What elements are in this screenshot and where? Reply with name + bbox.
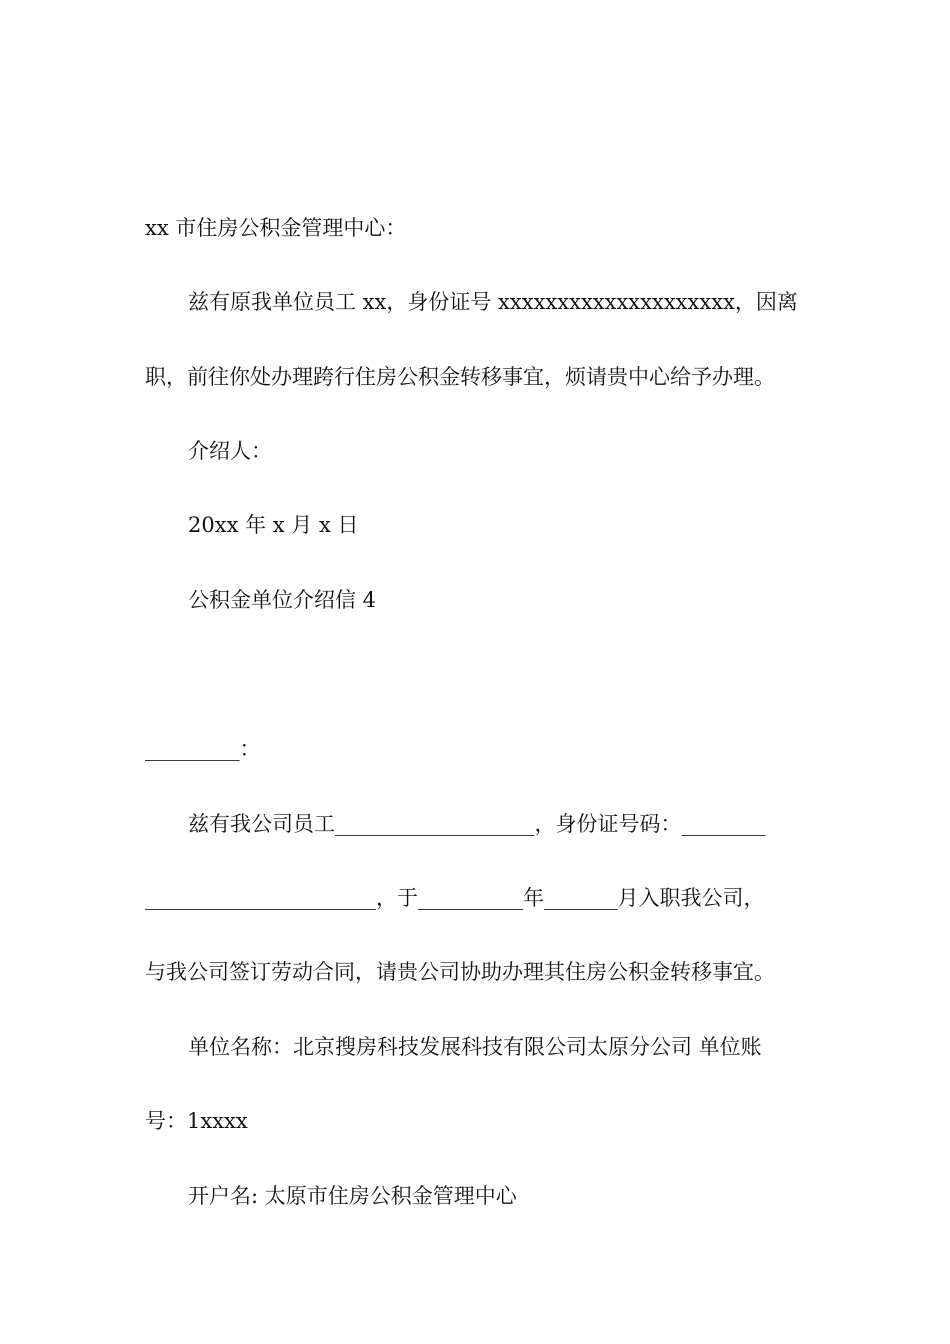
letter2-heading: 公积金单位介绍信 4 [188,588,377,612]
letter2-body-line-3: 与我公司签订劳动合同，请贵公司协助办理其住房公积金转移事宜。 [145,960,775,984]
letter2-body-line-1: 兹有我公司员工___________________，身份证号码：________ [188,812,766,836]
letter1-date: 20xx 年 x 月 x 日 [188,513,359,537]
letter1-salutation: xx 市住房公积金管理中心： [145,216,407,240]
letter2-body-line-2: ______________________，于__________年_______月入职我公司， [145,886,765,910]
letter2-salutation: _________： [145,737,261,761]
letter2-account-name: 开户名: 太原市住房公积金管理中心 [188,1184,517,1208]
letter2-unit-name-line: 单位名称：北京搜房科技发展科技有限公司太原分公司 单位账 [188,1035,762,1059]
letter1-introducer: 介绍人： [188,439,272,463]
letter1-body-line-1: 兹有原我单位员工 xx，身份证号 xxxxxxxxxxxxxxxxxxxx，因离 [188,290,798,314]
letter1-body-line-2: 职，前往你处办理跨行住房公积金转移事宜，烦请贵中心给予办理。 [145,365,775,389]
letter2-unit-account-line: 号：1xxxx [145,1109,248,1133]
